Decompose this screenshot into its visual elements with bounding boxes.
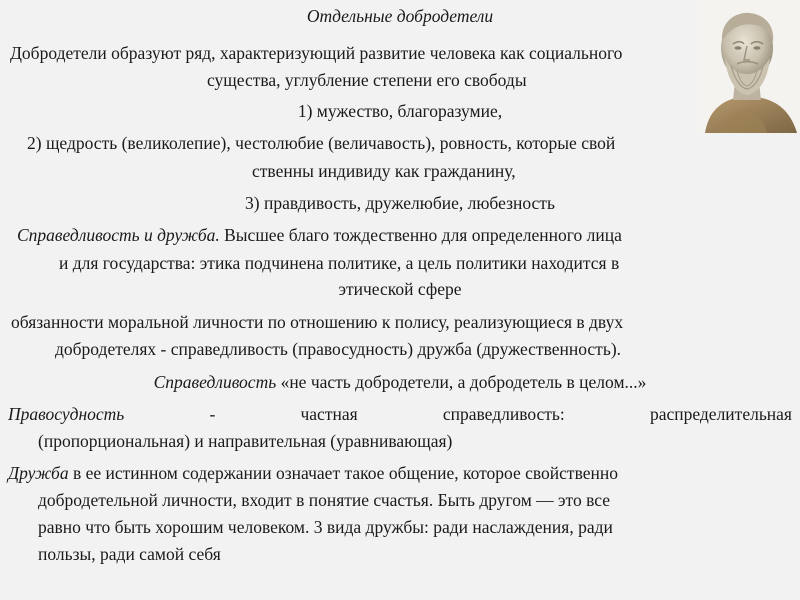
friendship-line-4 — [38, 541, 221, 569]
justice-friendship-line-1 — [17, 222, 622, 250]
virtues-list-2-line-1 — [27, 130, 615, 158]
friendship-text-2: добродетельной личности, входит в понятие счастья. Быть другом — это все — [38, 490, 611, 510]
friendship-line-3 — [38, 514, 613, 542]
justice-friendship-line-3 — [0, 276, 800, 304]
virtues-list-1-text: 1) мужество, благоразумие, — [297, 101, 503, 121]
duties-line-2 — [55, 336, 621, 364]
friendship-line-2 — [38, 487, 610, 515]
righteousness-word-3: распределительная — [649, 404, 792, 424]
virtues-list-3-text: 3) правдивость, дружелюбие, любезность — [245, 193, 555, 213]
virtues-list-2-text-2: ственны индивиду как гражданину, — [252, 161, 516, 181]
virtues-intro-line-2 — [207, 67, 527, 95]
slide-title: Отдельные добродетели — [306, 6, 494, 26]
righteousness-term: Правосудность — [8, 404, 125, 424]
righteousness-word-1: частная — [300, 404, 358, 424]
virtues-list-3 — [0, 190, 800, 218]
righteousness-dash: - — [209, 404, 216, 424]
friendship-text-1: в ее истинном содержании означает такое общение, которое свойственно — [68, 463, 618, 483]
friendship-term: Дружба — [8, 463, 69, 483]
virtues-list-1 — [0, 98, 800, 126]
justice-quote-text: «не часть добродетели, а добродетель в целом...» — [276, 372, 647, 392]
friendship-text-3: равно что быть хорошим человеком. 3 вида дружбы: ради наслаждения, ради — [38, 517, 613, 537]
friendship-text-4: пользы, ради самой себя — [38, 544, 221, 564]
duties-line-1 — [11, 309, 623, 337]
justice-quote-term: Справедливость — [153, 372, 277, 392]
righteousness-line-1 — [8, 401, 792, 429]
justice-friendship-text-1: Высшее благо тождественно для определенного лица — [219, 225, 622, 245]
virtues-intro-text-2: существа, углубление степени его свободы — [207, 70, 527, 90]
virtues-intro-text-1: Добродетели образуют ряд, характеризующий развитие человека как социального — [10, 43, 623, 63]
virtues-intro-line-1 — [10, 40, 622, 68]
righteousness-line-2 — [38, 428, 452, 456]
justice-friendship-line-2 — [59, 250, 619, 278]
friendship-line-1 — [8, 460, 618, 488]
bust-illustration — [697, 0, 800, 133]
righteousness-word-2: справедливость: — [442, 404, 565, 424]
justice-friendship-text-2: и для государства: этика подчинена политике, а цель политики находится в — [59, 253, 620, 273]
virtues-list-2-text-1: 2) щедрость (великолепие), честолюбие (величавость), ровность, которые свой — [27, 133, 616, 153]
duties-text-1: обязанности моральной личности по отношению к полису, реализующиеся в двух — [11, 312, 624, 332]
justice-friendship-text-3: этической сфере — [338, 279, 462, 299]
virtues-list-2-line-2 — [252, 158, 516, 186]
righteousness-text-2: (пропорциональная) и направительная (уравнивающая) — [38, 431, 453, 451]
justice-friendship-term: Справедливость и дружба. — [17, 225, 220, 245]
justice-quote — [0, 369, 800, 397]
duties-text-2: добродетелях - справедливость (правосудность) дружба (дружественность). — [55, 339, 622, 359]
aristotle-bust-image — [697, 0, 800, 133]
